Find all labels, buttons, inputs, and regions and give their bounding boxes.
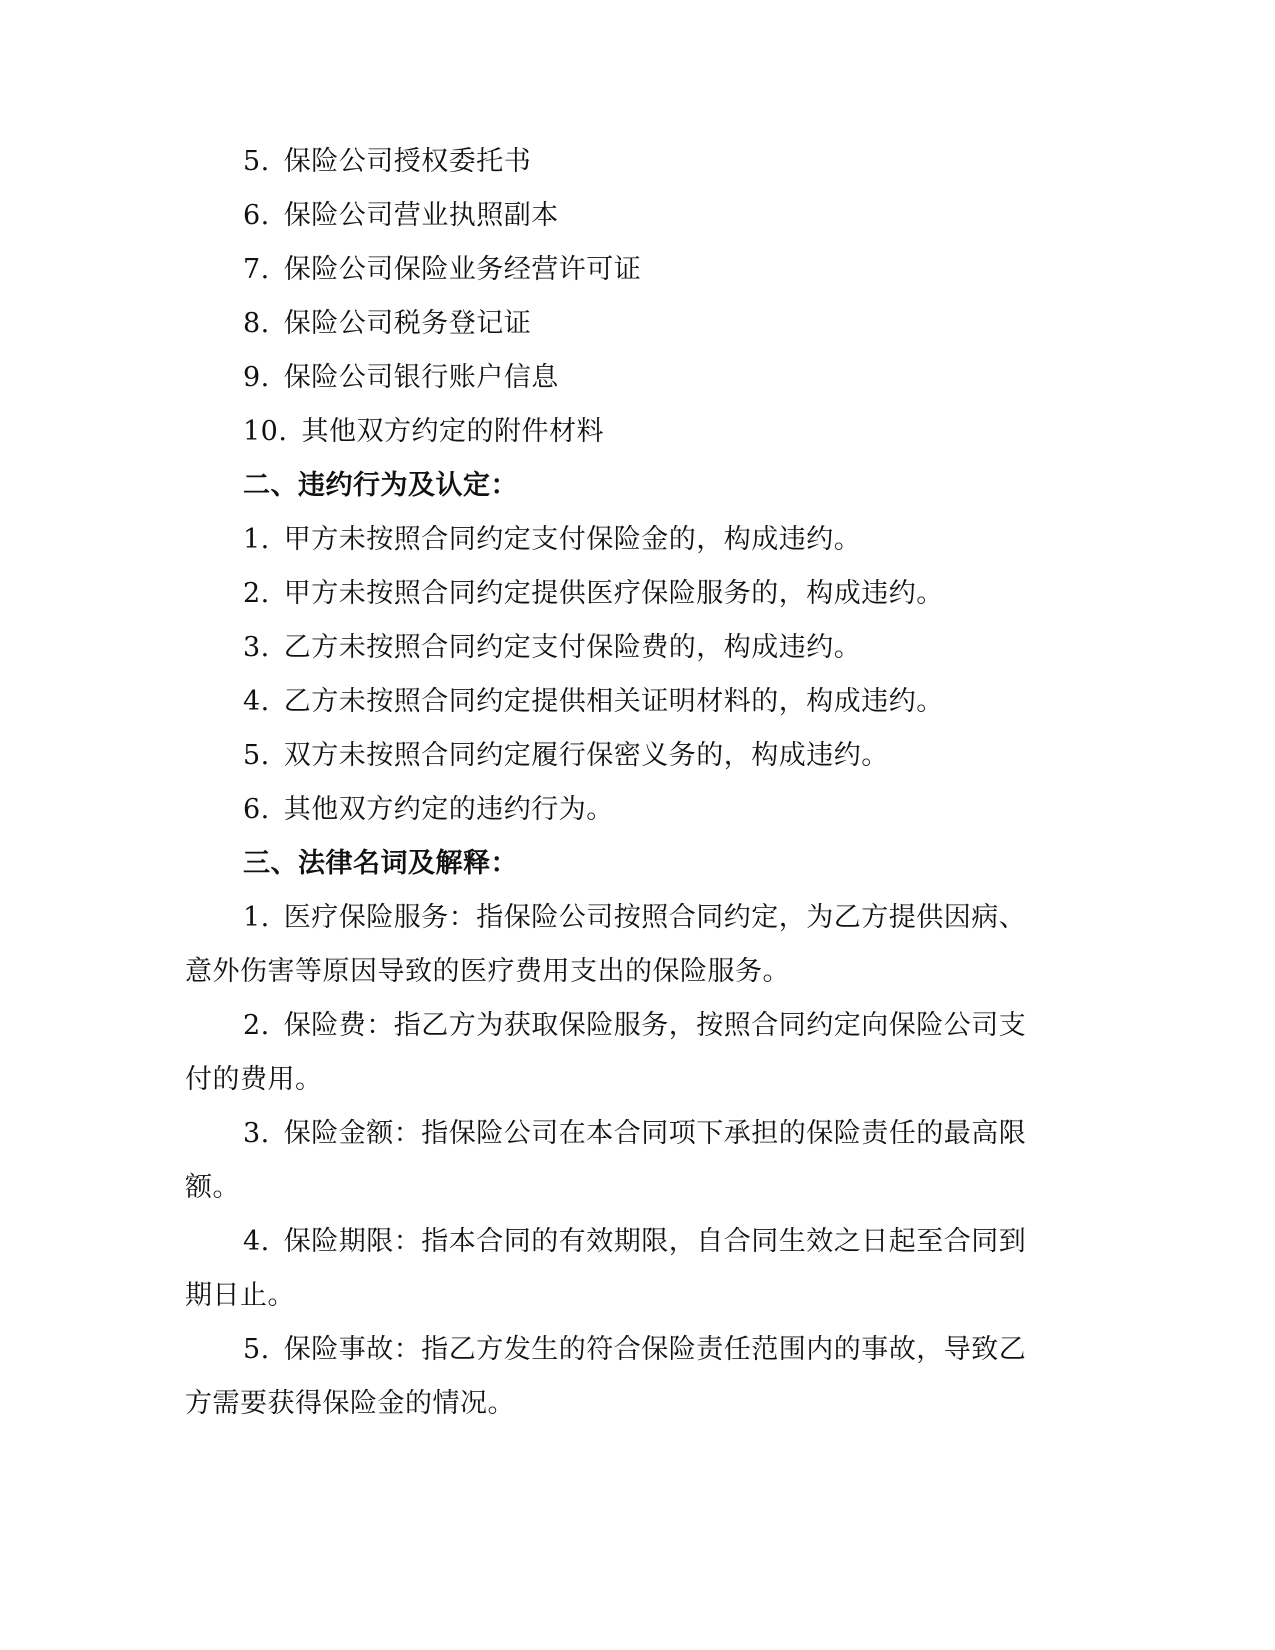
attachment-item <box>243 199 559 233</box>
item-number: 1. <box>243 902 270 933</box>
breach-item <box>243 631 861 665</box>
item-text: 双方未按照合同约定履行保密义务的，构成违约。 <box>283 740 889 771</box>
item-text: 乙方未按照合同约定提供相关证明材料的，构成违约。 <box>283 686 944 717</box>
definition-item <box>243 1225 1026 1259</box>
definition-continuation: 期日止。 <box>185 1280 295 1311</box>
section-heading-breach: 二、违约行为及认定： <box>243 470 518 501</box>
item-number: 5. <box>243 146 270 177</box>
item-number: 6. <box>243 794 270 825</box>
item-text: 甲方未按照合同约定支付保险金的，构成违约。 <box>283 524 862 555</box>
item-text: 保险公司税务登记证 <box>283 308 532 339</box>
item-number: 6. <box>243 200 270 231</box>
attachment-item <box>243 307 531 341</box>
item-text: 保险公司营业执照副本 <box>283 200 559 231</box>
definition-item <box>243 1333 1026 1367</box>
definition-continuation: 额。 <box>185 1172 240 1203</box>
item-number: 3. <box>243 632 270 663</box>
item-text: 保险事故：指乙方发生的符合保险责任范围内的事故，导致乙 <box>283 1334 1027 1365</box>
item-text: 乙方未按照合同约定支付保险费的，构成违约。 <box>283 632 862 663</box>
item-number: 4. <box>243 1226 270 1257</box>
item-text: 医疗保险服务：指保险公司按照合同约定，为乙方提供因病、 <box>283 902 1027 933</box>
item-text: 甲方未按照合同约定提供医疗保险服务的，构成违约。 <box>283 578 944 609</box>
breach-item <box>243 685 944 719</box>
definition-item <box>243 1009 1026 1043</box>
definition-item <box>243 1117 1026 1151</box>
item-number: 9. <box>243 362 270 393</box>
definition-item <box>243 901 1026 935</box>
item-text: 其他双方约定的附件材料 <box>301 416 604 447</box>
item-text: 保险公司保险业务经营许可证 <box>283 254 642 285</box>
item-number: 5. <box>243 1334 270 1365</box>
item-text: 保险期限：指本合同的有效期限，自合同生效之日起至合同到 <box>283 1226 1027 1257</box>
item-number: 10. <box>243 416 288 447</box>
item-text: 保险金额：指保险公司在本合同项下承担的保险责任的最高限 <box>283 1118 1027 1149</box>
attachment-item <box>243 415 604 449</box>
attachment-item <box>243 361 559 395</box>
definition-continuation: 方需要获得保险金的情况。 <box>185 1388 515 1419</box>
item-text: 保险公司授权委托书 <box>283 146 532 177</box>
attachment-item <box>243 253 641 287</box>
item-text: 保险费：指乙方为获取保险服务，按照合同约定向保险公司支 <box>283 1010 1027 1041</box>
item-number: 5. <box>243 740 270 771</box>
section-heading-definitions: 三、法律名词及解释： <box>243 848 518 879</box>
item-text: 保险公司银行账户信息 <box>283 362 559 393</box>
definition-continuation: 付的费用。 <box>185 1064 323 1095</box>
breach-item <box>243 577 944 611</box>
item-number: 1. <box>243 524 270 555</box>
breach-item <box>243 739 889 773</box>
item-number: 2. <box>243 1010 270 1041</box>
breach-item <box>243 793 614 827</box>
definition-continuation: 意外伤害等原因导致的医疗费用支出的保险服务。 <box>185 956 790 987</box>
breach-item <box>243 523 861 557</box>
item-text: 其他双方约定的违约行为。 <box>283 794 614 825</box>
item-number: 2. <box>243 578 270 609</box>
attachment-item <box>243 145 531 179</box>
item-number: 7. <box>243 254 270 285</box>
item-number: 8. <box>243 308 270 339</box>
item-number: 4. <box>243 686 270 717</box>
item-number: 3. <box>243 1118 270 1149</box>
